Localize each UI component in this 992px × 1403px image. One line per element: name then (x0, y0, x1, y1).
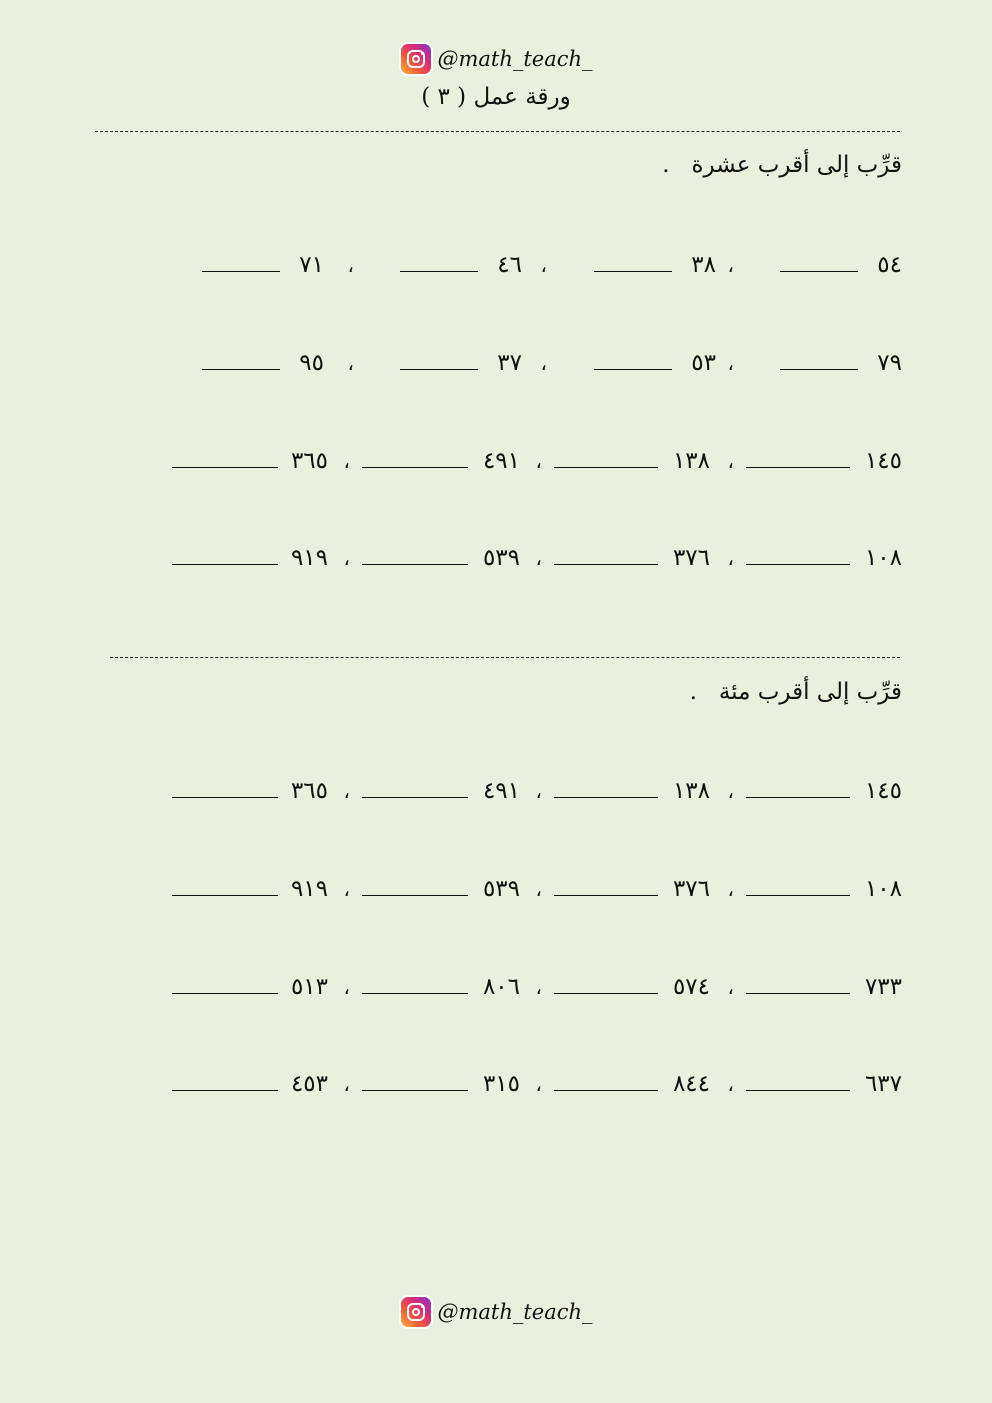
separator-comma: ، (535, 877, 542, 901)
exercise-number: ٧٩ (877, 350, 902, 376)
instagram-icon (399, 1295, 433, 1329)
separator-comma: ، (540, 253, 547, 277)
exercise-number: ٧٣٣ (864, 974, 902, 1000)
exercise-row (160, 443, 902, 479)
separator-comma: ، (343, 975, 350, 999)
answer-blank[interactable] (554, 993, 658, 994)
answer-blank[interactable] (172, 1090, 278, 1091)
answer-blank[interactable] (594, 271, 672, 272)
answer-blank[interactable] (362, 895, 468, 896)
separator-comma: ، (727, 449, 734, 473)
separator-comma: ، (347, 253, 354, 277)
exercise-number: ٣٧٦ (672, 545, 710, 571)
exercise-number: ٥١٣ (290, 974, 328, 1000)
top-divider (95, 131, 900, 132)
answer-blank[interactable] (554, 895, 658, 896)
header-handle: @math_teach_ (437, 47, 593, 71)
answer-blank[interactable] (554, 1090, 658, 1091)
separator-comma: ، (347, 351, 354, 375)
answer-blank[interactable] (172, 895, 278, 896)
answer-blank[interactable] (746, 797, 850, 798)
exercise-number: ٣٧ (497, 350, 522, 376)
exercise-number: ٤٥٣ (290, 1071, 328, 1097)
answer-blank[interactable] (362, 797, 468, 798)
footer-brand (0, 1295, 992, 1329)
answer-blank[interactable] (746, 564, 850, 565)
exercise-number: ٤٦ (497, 252, 522, 278)
separator-comma: ، (343, 546, 350, 570)
middle-divider (110, 657, 900, 658)
exercise-number: ٣٦٥ (290, 448, 328, 474)
exercise-row (160, 247, 902, 283)
separator-comma: ، (540, 351, 547, 375)
exercise-number: ٣٧٦ (672, 876, 710, 902)
exercise-number: ٥٤ (877, 252, 902, 278)
exercise-number: ١٣٨ (672, 778, 710, 804)
separator-comma: ، (343, 877, 350, 901)
answer-blank[interactable] (172, 797, 278, 798)
answer-blank[interactable] (362, 467, 468, 468)
answer-blank[interactable] (554, 797, 658, 798)
exercise-number: ٨٠٦ (482, 974, 520, 1000)
answer-blank[interactable] (172, 564, 278, 565)
exercise-number: ٥٣٩ (482, 545, 520, 571)
answer-blank[interactable] (202, 369, 280, 370)
answer-blank[interactable] (400, 271, 478, 272)
exercise-number: ١٤٥ (864, 448, 902, 474)
answer-blank[interactable] (362, 564, 468, 565)
exercise-number: ٥٣٩ (482, 876, 520, 902)
answer-blank[interactable] (780, 271, 858, 272)
exercise-number: ١٤٥ (864, 778, 902, 804)
worksheet-title: ورقة عمل ( ٣ ) (421, 84, 571, 110)
exercise-number: ٣١٥ (482, 1071, 520, 1097)
instruction-hundreds: قرِّب إلى أقرب مئة . (689, 679, 902, 705)
answer-blank[interactable] (400, 369, 478, 370)
answer-blank[interactable] (746, 993, 850, 994)
exercise-number: ٧١ (299, 252, 324, 278)
answer-blank[interactable] (172, 467, 278, 468)
separator-comma: ، (727, 975, 734, 999)
answer-blank[interactable] (746, 467, 850, 468)
answer-blank[interactable] (554, 467, 658, 468)
instagram-icon (399, 42, 433, 76)
exercise-number: ٦٣٧ (864, 1071, 902, 1097)
instruction-tens: قرِّب إلى أقرب عشرة . (662, 152, 902, 178)
footer-handle: @math_teach_ (437, 1300, 593, 1324)
exercise-number: ٩١٩ (290, 876, 328, 902)
exercise-number: ١٣٨ (672, 448, 710, 474)
answer-blank[interactable] (594, 369, 672, 370)
exercise-row (160, 1066, 902, 1102)
separator-comma: ، (727, 877, 734, 901)
exercise-number: ٩٥ (299, 350, 324, 376)
exercise-number: ٥٧٤ (672, 974, 710, 1000)
answer-blank[interactable] (362, 1090, 468, 1091)
separator-comma: ، (535, 779, 542, 803)
exercise-number: ٤٩١ (482, 448, 520, 474)
exercise-number: ٤٩١ (482, 778, 520, 804)
separator-comma: ، (343, 779, 350, 803)
exercise-number: ٣٨ (691, 252, 716, 278)
header-brand (0, 42, 992, 76)
answer-blank[interactable] (554, 564, 658, 565)
exercise-row (160, 345, 902, 381)
exercise-number: ٩١٩ (290, 545, 328, 571)
exercise-number: ٣٦٥ (290, 778, 328, 804)
answer-blank[interactable] (172, 993, 278, 994)
exercise-row (160, 969, 902, 1005)
answer-blank[interactable] (362, 993, 468, 994)
answer-blank[interactable] (780, 369, 858, 370)
separator-comma: ، (727, 253, 734, 277)
exercise-number: ١٠٨ (864, 876, 902, 902)
separator-comma: ، (343, 449, 350, 473)
separator-comma: ، (535, 546, 542, 570)
exercise-row (160, 871, 902, 907)
answer-blank[interactable] (202, 271, 280, 272)
separator-comma: ، (535, 449, 542, 473)
separator-comma: ، (727, 546, 734, 570)
answer-blank[interactable] (746, 895, 850, 896)
separator-comma: ، (727, 351, 734, 375)
answer-blank[interactable] (746, 1090, 850, 1091)
exercise-number: ١٠٨ (864, 545, 902, 571)
exercise-row (160, 773, 902, 809)
exercise-row (160, 540, 902, 576)
separator-comma: ، (535, 975, 542, 999)
separator-comma: ، (535, 1072, 542, 1096)
exercise-number: ٨٤٤ (672, 1071, 710, 1097)
separator-comma: ، (727, 1072, 734, 1096)
separator-comma: ، (343, 1072, 350, 1096)
separator-comma: ، (727, 779, 734, 803)
exercise-number: ٥٣ (691, 350, 716, 376)
